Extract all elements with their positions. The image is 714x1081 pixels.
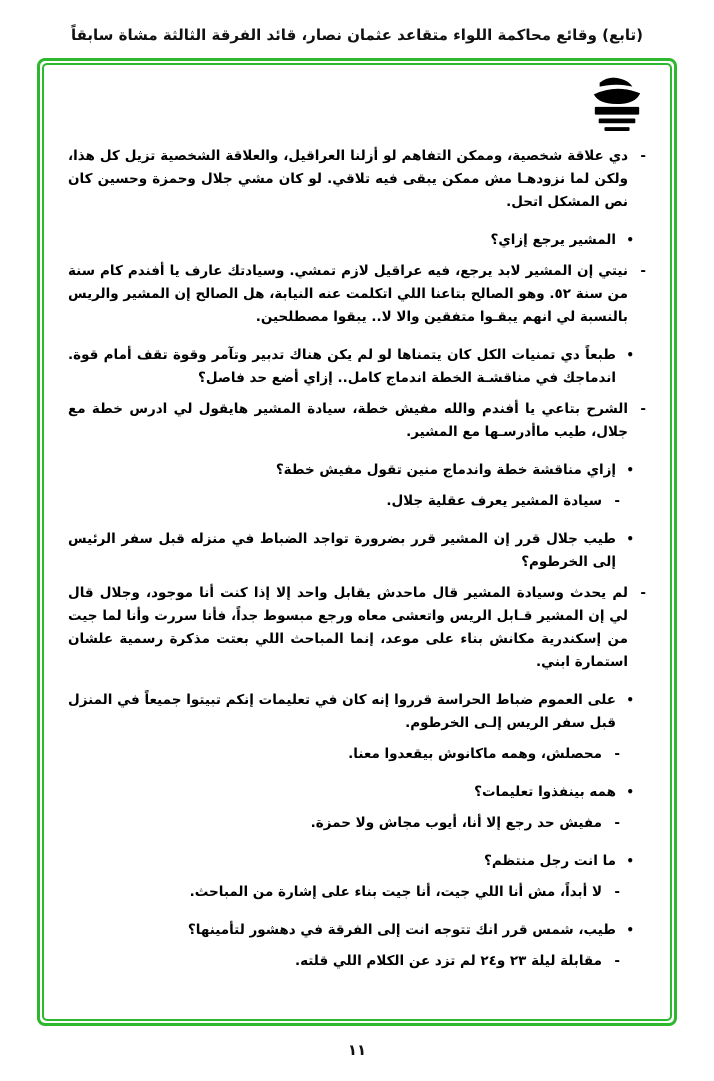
list-marker: - (640, 263, 646, 279)
dialogue-text: سيادة المشير يعرف عقلية جلال. (386, 493, 602, 509)
dialogue-text: مقابلة ليلة ٢٣ و٢٤ لم تزد عن الكلام اللي قلته. (294, 953, 602, 969)
dialogue-list (68, 145, 646, 973)
dialogue-text: على العموم ضباط الحراسة قرروا إنه كان في تعليمات إنكم تبيتوا جميعاً في المنزل قبل سفر الريس إلـى الخرطوم. (68, 692, 616, 731)
arabic-calligraphy-stamp-icon (590, 73, 644, 139)
dialogue-item (68, 229, 646, 252)
dialogue-item (68, 145, 646, 214)
list-marker: • (626, 532, 634, 546)
dialogue-item (68, 398, 646, 444)
dialogue-text: نيتي إن المشير لابد يرجع، فيه عراقيل لازم تمشي. وسيادتك عارف يا أفندم كام سنة من سنة ٥٢. وهو الصالح بتاعنا اللي اتكلمت عنه النيابة، هل الصالح إن المشير والريس بالنسبة لي انهم يبقـوا متفقين والا لا.. يبقوا مصطلحين. (68, 263, 629, 325)
dialogue-item (68, 689, 646, 735)
dialogue-text: محصلش، وهمه ماكانوش بيقعدوا معنا. (348, 746, 602, 762)
list-marker: - (614, 815, 620, 831)
green-frame (37, 58, 677, 1026)
dialogue-text: طيب جلال قرر إن المشير قرر بضرورة تواجد الضباط في منزله قبل سفر الرئيس إلى الخرطوم؟ (68, 531, 616, 570)
dialogue-item (68, 812, 646, 835)
dialogue-text: طبعاً دي تمنيات الكل كان يتمناها لو لم يكن هناك تدبير وتآمر وقوة تقف أمام قوة. اندماجك في مناقشـة الخطة اندماج كامل.. إزاي أضع حد فاصل؟ (68, 347, 616, 386)
dialogue-text: إزاي مناقشة خطة واندماج منين تقول مفيش خطة؟ (275, 462, 616, 478)
logo-row (68, 73, 646, 145)
list-marker: - (640, 585, 646, 601)
dialogue-item (68, 528, 646, 574)
page-number: ١١ (347, 1041, 367, 1059)
dialogue-item (68, 950, 646, 973)
dialogue-text: مفيش حد رجع إلا أنا، أيوب مجاش ولا حمزة. (310, 815, 602, 831)
dialogue-item (68, 344, 646, 390)
dialogue-item (68, 260, 646, 329)
dialogue-text: المشير يرجع إزاي؟ (490, 232, 616, 248)
dialogue-item (68, 919, 646, 942)
dialogue-text: همه بينفذوا تعليمات؟ (474, 784, 616, 800)
dialogue-item (68, 881, 646, 904)
dialogue-text: دي علاقة شخصية، وممكن التفاهم لو أزلنا العراقيل، والعلاقة الشخصية تزيل كل هذا، ولكن لما نزودهـا مش ممكن يبقى فيه تلاقي. لو كان مشي جلال وحمزة وحسين كان نص المشكل اتحل. (68, 148, 628, 210)
list-marker: • (626, 923, 634, 937)
list-marker: • (626, 348, 634, 362)
list-marker: - (614, 953, 620, 969)
list-marker: • (626, 463, 634, 477)
page-header-title: (تابع) وقائع محاكمة اللواء متقاعد عثمان نصار، قائد الفرقة الثالثة مشاة سابقاً (70, 26, 644, 44)
list-marker: • (626, 693, 634, 707)
list-marker: - (614, 746, 620, 762)
list-marker: • (626, 854, 634, 868)
dialogue-item (68, 459, 646, 482)
list-marker: - (640, 401, 646, 417)
list-marker: - (614, 884, 620, 900)
list-marker: • (626, 233, 634, 247)
list-marker: - (614, 493, 620, 509)
dialogue-item (68, 582, 646, 674)
dialogue-text: لم يحدث وسيادة المشير قال ماحدش يقابل واحد إلا إذا كنت أنا موجود، وجلال قال لي إن المشير قـابل الريس واتعشى معاه ورجع مبسوط جداً، فأنا سررت وأنا لما جيت من إسكندرية مكانش بناء على موعد، إنما المباحث اللي بعتت مذكرة رسمية علشان استمارة ابني. (68, 585, 628, 670)
dialogue-item (68, 781, 646, 804)
dialogue-item (68, 490, 646, 513)
dialogue-item (68, 743, 646, 766)
list-marker: - (640, 148, 646, 164)
dialogue-item (68, 850, 646, 873)
frame-content (40, 61, 674, 1023)
dialogue-text: طيب، شمس قرر انك تتوجه انت إلى الفرقة في دهشور لتأمينها؟ (187, 922, 616, 938)
dialogue-text: الشرح بتاعي يا أفندم والله مفيش خطة، سيادة المشير هايقول لي ادرس خطة مع جلال، طيب ماأدرسـها مع المشير. (68, 401, 628, 440)
list-marker: • (626, 785, 634, 799)
dialogue-text: لا أبداً، مش أنا اللي جيت، أنا جيت بناء على إشارة من المباحث. (189, 884, 602, 900)
dialogue-text: ما انت رجل منتظم؟ (483, 853, 616, 869)
